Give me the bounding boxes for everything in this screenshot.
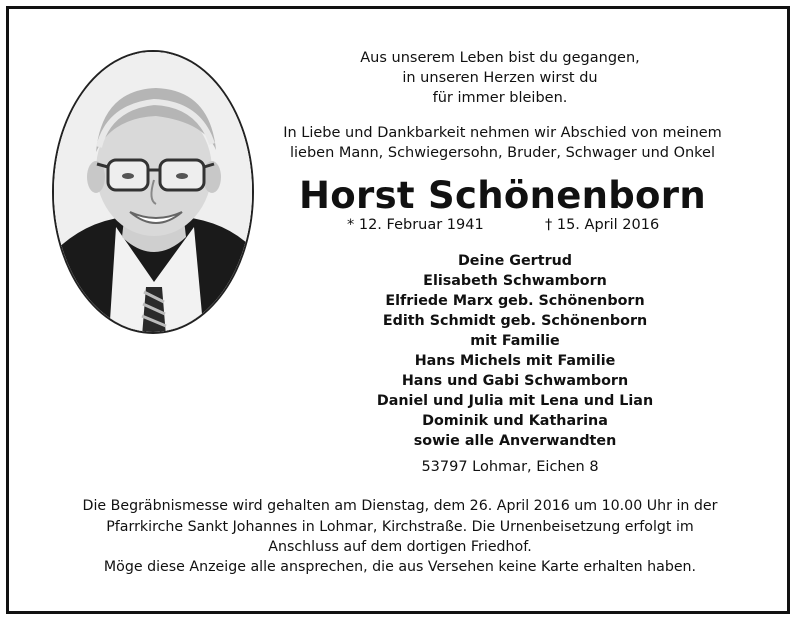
family-member: sowie alle Anverwandten — [413, 433, 617, 449]
family-member: Deine Gertrud — [457, 253, 573, 269]
family-member: Daniel und Julia mit Lena und Lian — [376, 393, 654, 409]
verse-block — [290, 48, 710, 108]
notice-line: Pfarrkirche Sankt Johannes in Lohmar, Kirchstraße. Die Urnenbeisetzung erfolgt im — [106, 518, 694, 535]
family-member: Edith Schmidt geb. Schönenborn — [382, 313, 648, 329]
family-address: 53797 Lohmar, Eichen 8 — [421, 459, 599, 475]
verse-line: in unseren Herzen wirst du — [402, 70, 598, 86]
family-member: mit Familie — [470, 333, 560, 349]
verse-line: Aus unserem Leben bist du gegangen, — [360, 50, 640, 66]
family-member: Elisabeth Schwamborn — [423, 273, 607, 289]
closing-note: Möge diese Anzeige alle ansprechen, die aus Versehen keine Karte erhalten haben. — [103, 559, 697, 575]
funeral-notice — [40, 496, 760, 558]
family-member: Hans und Gabi Schwamborn — [401, 373, 629, 389]
deceased-name: Horst Schönenborn — [299, 174, 706, 217]
intro-line: lieben Mann, Schwiegersohn, Bruder, Schwager und Onkel — [289, 145, 716, 161]
family-member: Dominik und Katharina — [422, 413, 608, 429]
intro-block — [265, 123, 740, 163]
notice-line: Die Begräbnismesse wird gehalten am Dienstag, dem 26. April 2016 um 10.00 Uhr in der — [82, 498, 718, 514]
verse-line: für immer bleiben. — [432, 90, 568, 106]
notice-line: Anschluss auf dem dortigen Friedhof. — [268, 539, 532, 555]
birth-date: * 12. Februar 1941 — [347, 217, 484, 233]
intro-line: In Liebe und Dankbarkeit nehmen wir Abschied von meinem — [283, 125, 722, 141]
family-list — [330, 251, 700, 451]
portrait-photo — [52, 50, 254, 334]
family-member: Elfriede Marx geb. Schönenborn — [385, 293, 645, 309]
family-member: Hans Michels mit Familie — [414, 353, 616, 369]
death-date: † 15. April 2016 — [545, 217, 660, 233]
portrait-illustration — [54, 52, 254, 334]
